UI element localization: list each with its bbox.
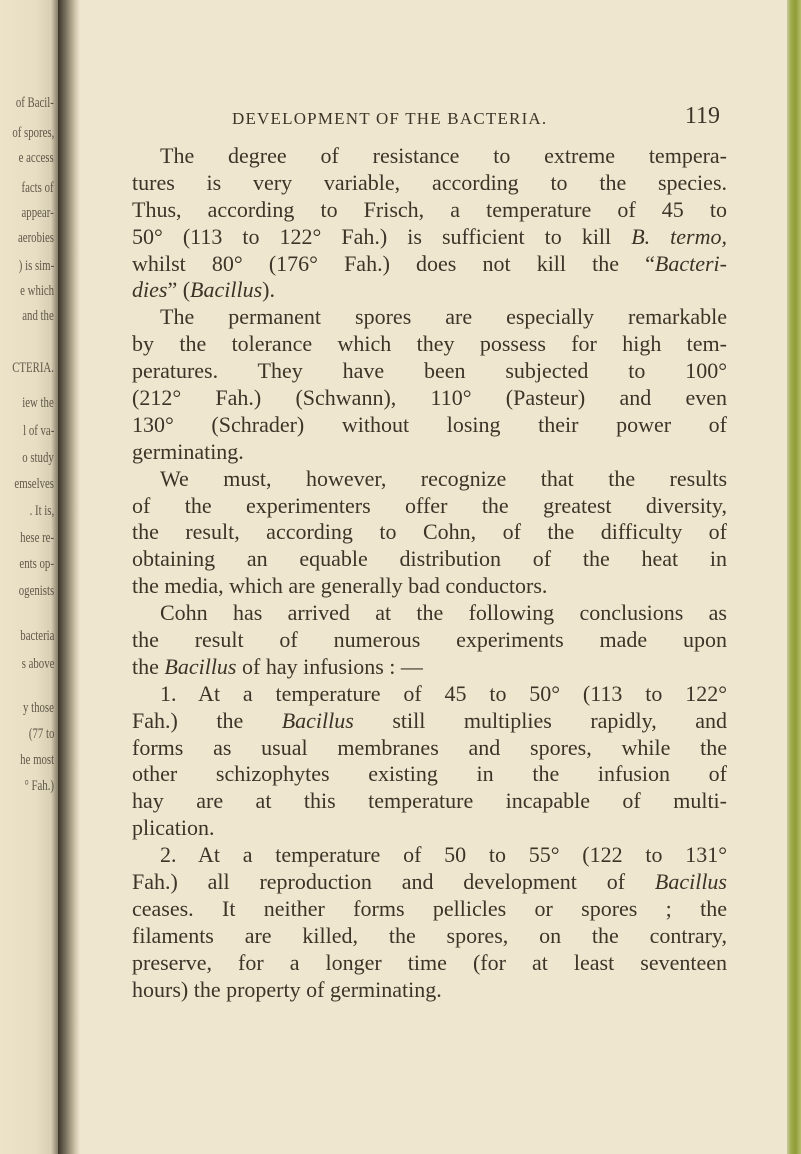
text-line — [132, 761, 727, 788]
text-segment: 130° (Schrader) without losing their power of — [132, 411, 727, 437]
text-line — [132, 197, 727, 224]
facing-page-fragment: appear- — [21, 205, 54, 221]
text-line — [132, 788, 727, 815]
facing-page-fragment: emselves — [14, 476, 54, 492]
facing-page-fragment: facts of — [21, 180, 54, 196]
facing-page-fragment: s above — [21, 656, 54, 672]
facing-page-fragment: y those — [23, 700, 54, 716]
facing-page-fragment: . It is, — [29, 503, 54, 519]
facing-page-fragment: and the — [22, 308, 54, 324]
text-segment: preserve, for a longer time (for at least seventeen — [132, 949, 727, 975]
page-number: 119 — [684, 103, 720, 129]
text-segment: other schizophytes existing in the infusion of — [132, 761, 727, 787]
italic-text: Bacillus — [281, 707, 354, 733]
facing-page-margin — [0, 0, 60, 1154]
facing-page-fragment: bacteria — [19, 628, 54, 644]
text-segment: forms as usual membranes and spores, while the — [132, 734, 727, 760]
text-line — [132, 519, 727, 546]
text-line — [132, 681, 727, 708]
facing-page-fragment: ) is sim- — [18, 258, 54, 274]
text-line — [132, 708, 727, 735]
facing-page-fragment: of Bacil- — [15, 95, 54, 111]
text-line — [132, 170, 727, 197]
text-segment: 1. At a temperature of 45 to 50° (113 to 122° — [160, 680, 727, 706]
facing-page-fragment: hese re- — [20, 530, 54, 546]
text-segment: The degree of resistance to extreme tempera- — [160, 143, 727, 168]
text-segment: germinating. — [132, 438, 244, 464]
italic-text: dies — [132, 277, 168, 303]
text-segment: by the tolerance which they possess for high tem- — [132, 331, 727, 357]
text-line — [132, 842, 727, 869]
text-segment: the — [132, 653, 165, 679]
text-segment: tures is very variable, according to the species. — [132, 169, 727, 195]
text-segment: of the experimenters offer the greatest diversity, — [132, 492, 727, 518]
text-line — [132, 977, 727, 1004]
text-segment: hours) the property of germinating. — [132, 976, 442, 1002]
italic-text: Bacteri- — [654, 250, 727, 276]
facing-page-fragment: ° Fah.) — [24, 778, 54, 794]
text-segment: Cohn has arrived at the following conclusions as — [160, 600, 727, 626]
body-text — [132, 143, 727, 1004]
running-head — [232, 103, 720, 133]
facing-page-fragment: (77 to — [28, 726, 54, 742]
facing-page-fragment: o study — [22, 450, 54, 466]
facing-page-fragment: ogenists — [18, 583, 54, 599]
text-line — [132, 304, 727, 331]
text-line — [132, 815, 727, 842]
facing-page-fragment: e which — [20, 283, 54, 299]
text-line — [132, 546, 727, 573]
text-line — [132, 573, 727, 600]
book-edge — [787, 0, 801, 1154]
text-segment: plication. — [132, 815, 215, 841]
text-segment: Fah.) the — [132, 707, 282, 733]
text-segment: We must, however, recognize that the results — [160, 465, 727, 491]
running-title: DEVELOPMENT OF THE BACTERIA. — [232, 109, 548, 128]
italic-text: B. termo, — [631, 223, 727, 249]
text-segment: the result of numerous experiments made upon — [132, 627, 727, 653]
text-line — [132, 358, 727, 385]
text-line — [132, 251, 727, 278]
book-gutter — [58, 0, 80, 1154]
facing-page-fragment: aerobies — [18, 230, 54, 246]
facing-page-fragment: CTERIA. — [12, 360, 54, 376]
text-segment: peratures. They have been subjected to 100° — [132, 358, 727, 384]
text-line — [132, 869, 727, 896]
text-segment: obtaining an equable distribution of the heat in — [132, 546, 727, 572]
facing-page-fragment: e access — [18, 150, 54, 166]
text-segment: the result, according to Cohn, of the difficulty of — [132, 519, 727, 545]
text-line — [132, 224, 727, 251]
text-segment: (212° Fah.) (Schwann), 110° (Pasteur) and even — [132, 385, 727, 411]
text-segment: ceases. It neither forms pellicles or spores ; the — [132, 895, 727, 921]
text-segment: The permanent spores are especially remarkable — [160, 304, 727, 330]
book-page — [80, 0, 787, 1154]
text-line — [132, 412, 727, 439]
facing-page-fragment: iew the — [22, 395, 54, 411]
text-segment: still multiplies rapidly, and — [353, 707, 728, 733]
text-line — [132, 143, 727, 170]
text-line — [132, 439, 727, 466]
text-line — [132, 923, 727, 950]
text-segment: ” ( — [167, 277, 191, 303]
text-line — [132, 735, 727, 762]
text-segment: Thus, according to Frisch, a temperature of 45 to — [132, 196, 727, 222]
text-line — [132, 277, 727, 304]
italic-text: Bacillus — [164, 653, 237, 679]
text-line — [132, 627, 727, 654]
text-segment: whilst 80° (176° Fah.) does not kill the “ — [132, 250, 655, 276]
text-segment: 2. At a temperature of 50 to 55° (122 to 131° — [160, 842, 727, 868]
facing-page-fragment: l of va- — [22, 423, 54, 439]
text-segment: filaments are killed, the spores, on the contrary, — [132, 922, 727, 948]
text-line — [132, 654, 727, 681]
facing-page-fragment: he most — [20, 752, 54, 768]
text-line — [132, 600, 727, 627]
text-segment: Fah.) all reproduction and development of — [132, 869, 655, 895]
text-segment: ). — [262, 277, 275, 303]
text-line — [132, 466, 727, 493]
text-line — [132, 385, 727, 412]
text-line — [132, 896, 727, 923]
text-segment: of hay infusions : — — [236, 653, 423, 679]
facing-page-fragment: ents op- — [19, 556, 54, 572]
text-line — [132, 493, 727, 520]
text-line — [132, 331, 727, 358]
text-segment: the media, which are generally bad conductors. — [132, 573, 548, 599]
text-segment: hay are at this temperature incapable of multi- — [132, 788, 727, 814]
facing-page-fragment: of spores, — [12, 125, 54, 141]
italic-text: Bacillus — [654, 869, 727, 895]
text-segment: 50° (113 to 122° Fah.) is sufficient to kill — [132, 223, 632, 249]
italic-text: Bacillus — [190, 277, 263, 303]
text-line — [132, 950, 727, 977]
